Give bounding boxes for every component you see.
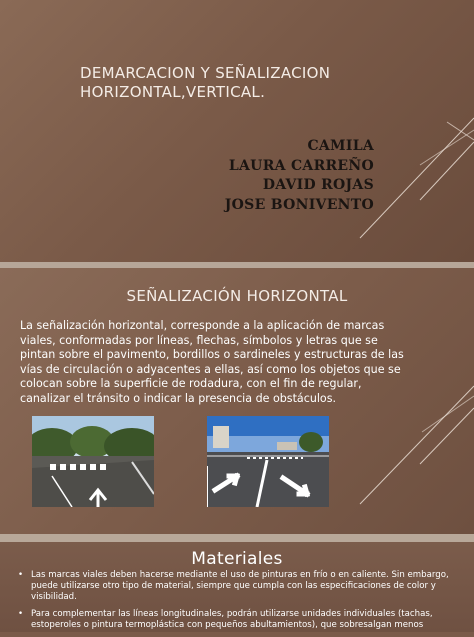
list-item — [18, 570, 458, 603]
bullet-text: Para complementar las líneas longitudinales, podrán utilizarse unidades individuales (tachas, estoperoles o pintura termoplástica con pequeños abultamientos), que sobresalgan menos — [31, 609, 433, 630]
title-line-2: HORIZONTAL,VERTICAL. — [80, 83, 266, 101]
title-slide — [0, 0, 474, 262]
bullet-icon: • — [18, 570, 24, 580]
bullet-text: Las marcas viales deben hacerse mediante el uso de pinturas en frío o en caliente. Sin embargo, puede utilizarse otro tipo de material, siempre que cumpla con las especificaciones de color y visibilidad. — [31, 570, 449, 602]
slide-title: SEÑALIZACIÓN HORIZONTAL — [126, 287, 348, 305]
road-markings-photo-curve — [32, 416, 154, 507]
author-name: CAMILA — [307, 138, 374, 154]
decorative-lines — [0, 0, 474, 262]
road-markings-photo-arrows — [207, 416, 329, 507]
slide-title: Materiales — [191, 549, 283, 569]
list-item — [18, 609, 458, 631]
bullet-list — [18, 570, 458, 637]
author-name: JOSE BONIVENTO — [224, 196, 374, 213]
author-name: LAURA CARREÑO — [228, 157, 374, 174]
slide-body-text: La señalización horizontal, corresponde a la aplicación de marcas viales, conformadas por líneas, flechas, símbolos y letras que se pintan sobre el pavimento, bordillos o sardineles y estructuras de las vías de circulación o adyacentes a ellas, así como los objetos que se colocan sobre la superficie de rodadura, con el fin de regular, canalizar el tránsito o indicar la presencia de obstáculos. — [20, 319, 404, 405]
bullet-icon: • — [18, 609, 24, 619]
title-line-1: DEMARCACION Y SEÑALIZACION — [80, 64, 331, 82]
slide-separator — [0, 534, 474, 542]
author-name: DAVID ROJAS — [262, 177, 374, 193]
